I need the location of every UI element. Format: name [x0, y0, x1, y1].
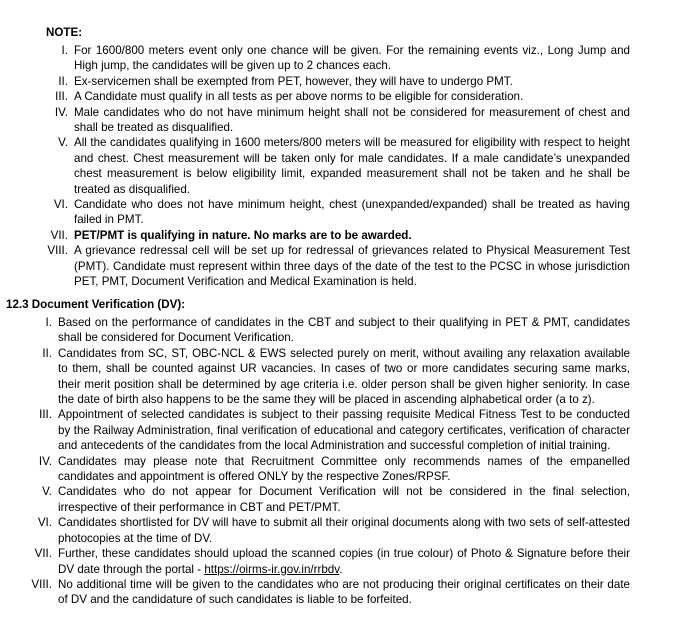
item-text: All the candidates qualifying in 1600 meters/800 meters will be measured for eligibility with respect to height and chest. Chest measurement will be taken only for male candidates. If a male candidate’s unexpanded chest measurement is below eligibility limit, expanded measurement shall not be taken and he shall be treated as disqualified.	[74, 136, 630, 196]
item-text: Candidates shortlisted for DV will have to submit all their original documents along with two sets of self-attested photocopies at the time of DV.	[58, 516, 630, 545]
dv-item	[42, 346, 630, 408]
item-number: VII.	[34, 547, 52, 561]
note-item	[54, 105, 630, 136]
item-number: VI.	[53, 198, 68, 212]
item-text: Candidates who do not appear for Document Verification will not be considered in the final selection, irrespective of their performance in CBT and PET/PMT.	[58, 485, 630, 514]
item-text: Male candidates who do not have minimum height shall not be considered for measurement of chest and shall be treated as disqualified.	[74, 105, 630, 135]
item-number: IV.	[54, 105, 68, 119]
note-item	[55, 89, 630, 104]
note-list	[47, 43, 630, 290]
item-number: III.	[39, 408, 52, 422]
item-text: Appointment of selected candidates is subject to their passing requisite Medical Fitness Test to be conducted by the Railway Administration, final verification of educational and category certificates, verification of character and antecedents of the candidates from the local Administration and successful completion of initial training.	[58, 408, 630, 453]
item-text: Further, these candidates should upload the scanned copies (in true colour) of Photo & Signature before their DV date through the portal -	[58, 547, 630, 576]
item-text: A grievance redressal cell will be set up for redressal of grievances related to Physical Measurement Test (PMT). Candidate must represent within three days of the date of the test to the PCSC in whose jurisdiction PET, PMT, Document Verification and Medical Examination is held.	[74, 244, 630, 289]
item-text-end: .	[339, 562, 343, 576]
item-text: No additional time will be given to the candidates who are not producing their original certificates on their date of DV and the candidature of such candidates is liable to be forfeited.	[58, 577, 630, 607]
item-text: Based on the performance of candidates in the CBT and subject to their qualifying in PET & PMT, candidates shall be considered for Document Verification.	[58, 316, 630, 345]
item-number: VIII.	[47, 244, 68, 258]
item-number: VI.	[37, 516, 52, 530]
note-heading: NOTE:	[46, 26, 83, 39]
note-item	[61, 43, 630, 74]
item-text: Ex-servicemen shall be exempted from PET, however, they will have to undergo PMT.	[74, 74, 513, 88]
dv-item	[39, 407, 630, 453]
dv-item	[38, 454, 630, 485]
item-number: V.	[58, 136, 68, 150]
item-number: IV.	[38, 454, 52, 468]
item-text: For 1600/800 meters event only one chance will be given. For the remaining events viz., Long Jump and High jump, the candidates will be given up to 2 chances each.	[74, 44, 630, 73]
item-text-bold: PET/PMT is qualifying in nature. No marks are to be awarded.	[74, 228, 412, 242]
item-number: VII.	[50, 228, 68, 242]
item-text: Candidate who does not have minimum height, chest (unexpanded/expanded) shall be treated as having failed in PMT.	[74, 198, 630, 227]
item-number: V.	[42, 485, 52, 499]
item-number: I.	[61, 44, 68, 57]
note-item	[58, 74, 630, 89]
item-number: VIII.	[31, 577, 52, 591]
dv-item	[37, 515, 630, 546]
document-verification-list	[31, 315, 630, 608]
dv-item	[45, 315, 630, 346]
item-number: II.	[58, 74, 68, 88]
item-number: I.	[45, 316, 52, 329]
section-heading: 12.3 Document Verification (DV):	[6, 298, 186, 311]
note-item	[58, 135, 630, 197]
dv-item	[42, 484, 630, 515]
item-number: II.	[42, 346, 52, 360]
portal-link[interactable]: https://oirms-ir.gov.in/rrbdv	[204, 562, 340, 576]
note-item	[50, 228, 630, 243]
note-item	[53, 197, 630, 228]
item-number: III.	[55, 90, 68, 104]
item-text: Candidates may please note that Recruitment Committee only recommends names of the empanelled candidates and appointment is offered ONLY by the respective Zones/RPSF.	[58, 454, 630, 484]
item-text: Candidates from SC, ST, OBC-NCL & EWS selected purely on merit, without availing any relaxation available to them, shall be counted against UR vacancies. In cases of two or more candidates securing same marks, their merit position shall be determined by age criteria i.e. older person shall be given higher seniority. In case the date of birth also happens to be the same they will be placed in ascending alphabetical order (a to z).	[58, 346, 630, 407]
dv-item	[34, 546, 630, 577]
note-item	[47, 243, 630, 289]
dv-item	[31, 577, 630, 608]
item-text: A Candidate must qualify in all tests as per above norms to be eligible for consideration.	[74, 90, 524, 104]
